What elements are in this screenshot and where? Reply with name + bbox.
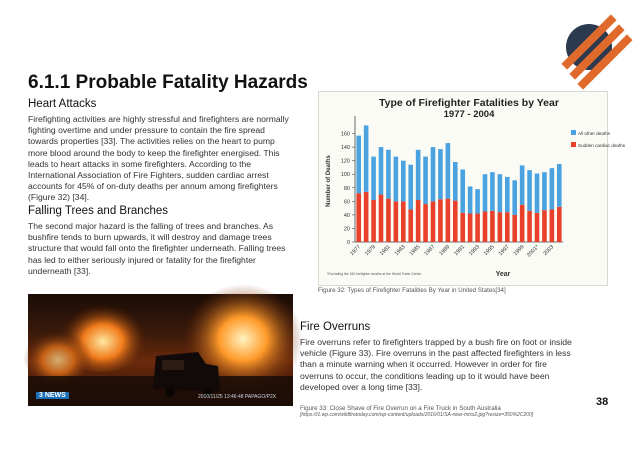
bar-other-1997 — [505, 177, 510, 212]
bar-cardiac-2000 — [527, 211, 532, 242]
bar-other-1987 — [431, 147, 436, 201]
bar-other-1989 — [446, 143, 451, 199]
x-tick-label: 1977 — [349, 244, 363, 258]
bar-other-2002 — [542, 172, 547, 210]
bar-cardiac-1989 — [446, 199, 451, 242]
falling-trees-heading: Falling Trees and Branches — [28, 205, 168, 217]
bar-cardiac-1992 — [468, 214, 473, 242]
figure-33-url: [https://i1.wp.com/wildfiretoday.com/wp-content/uploads/2016/01/SA-near-miss2.jpg?resize=350%2C200] — [300, 412, 534, 418]
bar-cardiac-1978 — [364, 192, 369, 242]
x-tick-label: 2001* — [525, 244, 541, 259]
fatalities-chart — [318, 91, 625, 286]
chart-subtitle: 1977 - 2004 — [443, 109, 495, 120]
bar-other-1981 — [386, 150, 391, 199]
text-line: fighting overtime and under pressure to contain the fire spread — [28, 125, 265, 136]
y-tick-label: 100 — [340, 172, 350, 179]
text-line: bushfire tends to burn upwards, it will destroy and damage trees — [28, 232, 272, 243]
y-axis-label: Number of Deaths — [326, 155, 332, 207]
text-line: The second major hazard is the falling of trees and branches. As — [28, 221, 274, 231]
bar-other-1988 — [438, 149, 443, 199]
bar-other-1977 — [356, 136, 361, 194]
bar-other-2003 — [550, 168, 555, 209]
heart-attacks-text — [28, 114, 318, 204]
news-channel-logo: 3 NEWS — [36, 392, 69, 399]
bar-cardiac-1995 — [490, 211, 495, 242]
text-line: overruns to occur, the conditions leading up to it would have been — [300, 370, 550, 381]
heart-attacks-heading: Heart Attacks — [28, 98, 97, 110]
chart-title: Type of Firefighter Fatalities by Year — [379, 97, 559, 109]
bar-other-1986 — [423, 157, 428, 204]
bar-cardiac-1999 — [520, 205, 525, 242]
figure-32-caption — [318, 287, 506, 294]
bar-cardiac-2001 — [535, 213, 540, 242]
legend-label-cardiac: Sudden cardiac deaths — [578, 143, 625, 148]
chart-footnote: *Excluding the 340 firefighter deaths at the World Trade Center — [327, 272, 422, 276]
bar-cardiac-1997 — [505, 212, 510, 242]
bar-other-2000 — [527, 170, 532, 211]
y-tick-label: 40 — [343, 212, 350, 219]
bar-other-1984 — [408, 165, 413, 210]
falling-trees-text — [28, 221, 318, 277]
fire-overruns-text — [300, 337, 610, 393]
text-line: International Association of Fire Fighters, sudden cardiac arrest — [28, 170, 269, 181]
bar-other-1978 — [364, 125, 369, 191]
x-tick-label: 1995 — [482, 244, 496, 258]
legend-label-other: All other deaths — [578, 131, 610, 136]
bar-other-1996 — [498, 174, 503, 212]
bar-cardiac-1993 — [475, 214, 480, 242]
x-tick-label: 1993 — [468, 244, 481, 258]
x-tick-label: 1991 — [453, 244, 467, 258]
chart-svg — [319, 92, 625, 285]
y-tick-label: 140 — [340, 145, 350, 152]
bar-cardiac-1998 — [512, 215, 517, 242]
bar-cardiac-1977 — [356, 193, 361, 242]
fire-scene-illustration — [28, 294, 293, 406]
bar-other-1994 — [483, 174, 488, 211]
x-tick-label: 1983 — [393, 244, 407, 258]
bar-other-2004 — [557, 164, 562, 207]
text-line: Fire overruns refer to firefighters trapped by a bush fire on foot or inside — [300, 337, 572, 347]
caption-ref: [34] — [495, 287, 506, 294]
bar-cardiac-1982 — [394, 201, 399, 242]
text-line: vehicle (Figure 33). Fire overruns in the past affected firefighters in less — [300, 348, 571, 359]
x-tick-label: 1999 — [512, 244, 526, 258]
x-tick-label: 1987 — [423, 244, 437, 258]
x-tick-label: 1985 — [408, 244, 422, 258]
y-tick-label: 80 — [343, 185, 350, 192]
x-axis-label: Year — [495, 271, 511, 278]
y-tick-label: 120 — [340, 158, 350, 165]
bar-other-1999 — [520, 165, 525, 204]
bar-cardiac-2003 — [550, 209, 555, 242]
x-tick-label: 1981 — [378, 244, 392, 258]
bar-other-1991 — [460, 169, 465, 212]
text-line: accounts for 45% of on-duty deaths per annum among firefighters — [28, 181, 278, 192]
text-line: leads to heart attacks in some firefighters. According to the — [28, 158, 252, 169]
legend-swatch-cardiac — [571, 142, 576, 147]
bar-cardiac-1996 — [498, 212, 503, 242]
text-line: than a minute warning when it occurred. However in order for fire — [300, 359, 547, 370]
bar-other-1998 — [512, 180, 517, 215]
y-tick-label: 20 — [343, 226, 350, 233]
bar-cardiac-1990 — [453, 201, 458, 242]
y-tick-label: 0 — [346, 240, 350, 246]
bar-other-2001 — [535, 174, 540, 213]
fire-overruns-heading: Fire Overruns — [300, 321, 371, 333]
bar-other-1980 — [379, 147, 384, 194]
bar-other-1985 — [416, 150, 421, 200]
bar-other-1979 — [371, 157, 376, 200]
y-tick-label: 160 — [340, 131, 350, 138]
bar-cardiac-1979 — [371, 200, 376, 242]
bar-other-1982 — [394, 157, 399, 202]
x-tick-label: 1989 — [438, 244, 452, 258]
page-number: 38 — [596, 396, 609, 408]
fire-truck-photo — [28, 294, 293, 406]
text-line: developed over a long time [33]. — [300, 381, 423, 392]
text-line: more blood around the body to keep the firefighter energised. This — [28, 147, 280, 158]
bar-cardiac-1991 — [460, 213, 465, 242]
bar-other-1990 — [453, 162, 458, 201]
figure-33-caption: Figure 33: Close Shave of Fire Overrun on a Fire Truck in South Australia — [300, 405, 501, 412]
x-tick-label: 2003 — [542, 244, 556, 258]
bar-other-1995 — [490, 172, 495, 211]
bar-cardiac-1986 — [423, 204, 428, 242]
text-line: (Figure 32) [34]. — [28, 192, 90, 203]
bar-other-1993 — [475, 189, 480, 213]
caption-text: Figure 32: Types of Firefighter Fatalities By Year in United States — [318, 287, 496, 294]
bar-cardiac-1980 — [379, 195, 384, 242]
x-tick-label: 1997 — [497, 244, 511, 258]
bar-cardiac-1987 — [431, 201, 436, 242]
bar-cardiac-2004 — [557, 207, 562, 242]
text-line: structure that would fall onto the firefighter underneath. Falling trees — [28, 243, 286, 254]
text-line: towards properties [33]. The activities relies on the heart to pump — [28, 136, 275, 147]
bar-cardiac-1985 — [416, 200, 421, 242]
page-title: 6.1.1 Probable Fatality Hazards — [28, 72, 308, 93]
legend-swatch-other — [571, 130, 576, 135]
photo-timestamp: 2010/11/25 13:46:48 PAPAGO/P2X — [198, 394, 277, 400]
bar-other-1992 — [468, 186, 473, 213]
bar-cardiac-1981 — [386, 199, 391, 242]
bar-cardiac-1994 — [483, 212, 488, 243]
text-line: Firefighting activities are highly stressful and firefighters are normally — [28, 114, 289, 124]
bar-other-1983 — [401, 161, 406, 202]
bar-cardiac-1983 — [401, 201, 406, 242]
y-tick-label: 60 — [343, 199, 350, 206]
logo — [566, 24, 612, 70]
bar-cardiac-2002 — [542, 210, 547, 242]
x-tick-label: 1979 — [364, 244, 377, 258]
bar-cardiac-1984 — [408, 209, 413, 242]
text-line: underneath [33]. — [28, 265, 91, 276]
text-line: has led to either seriously injured or fatality for the firefighter — [28, 254, 256, 265]
bar-cardiac-1988 — [438, 199, 443, 242]
